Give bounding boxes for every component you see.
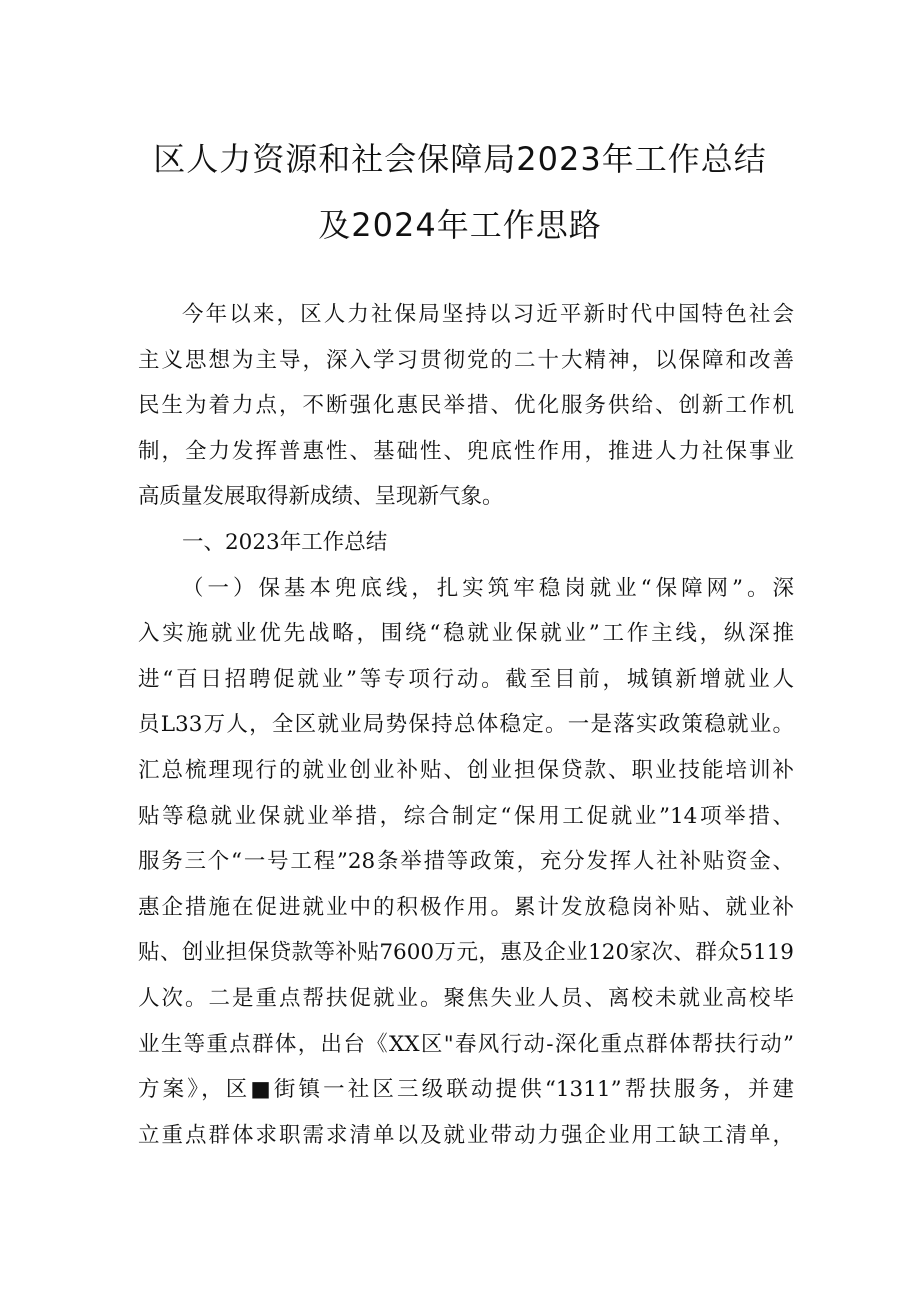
document-title-line-1: 区人力资源和社会保障局2023年工作总结	[153, 140, 767, 178]
section-heading: 一、2023年工作总结	[182, 529, 388, 555]
paragraph-line: 业生等重点群体，出台《XX区"春风行动-深化重点群体帮扶行动”	[138, 1031, 794, 1057]
paragraph-line: 主义思想为主导，深入学习贯彻党的二十大精神，以保障和改善	[138, 347, 794, 373]
paragraph-line: 民生为着力点，不断强化惠民举措、优化服务供给、创新工作机	[138, 393, 794, 419]
document-body	[138, 292, 794, 1158]
paragraph-line: 制，全力发挥普惠性、基础性、兜底性作用，推进人力社保事业	[138, 438, 794, 464]
paragraph-line: 入实施就业优先战略，围绕“稳就业保就业”工作主线，纵深推	[138, 621, 794, 647]
document-title-line-2: 及2024年工作思路	[318, 206, 602, 244]
paragraph-line: 进“百日招聘促就业”等专项行动。截至目前，城镇新增就业人	[138, 666, 794, 692]
paragraph-line: 人次。二是重点帮扶促就业。聚焦失业人员、离校未就业高校毕	[138, 985, 794, 1011]
paragraph-line: （一）保基本兜底线，扎实筑牢稳岗就业“保障网”。深	[182, 575, 794, 601]
paragraph-line: 高质量发展取得新成绩、呈现新气象。	[138, 484, 504, 510]
paragraph-line: 惠企措施在促进就业中的积极作用。累计发放稳岗补贴、就业补	[138, 894, 794, 920]
paragraph-line: 贴等稳就业保就业举措，综合制定“保用工促就业”14项举措、	[138, 803, 794, 829]
paragraph-line: 立重点群体求职需求清单以及就业带动力强企业用工缺工清单，	[138, 1122, 794, 1148]
paragraph-line: 员L33万人，全区就业局势保持总体稳定。一是落实政策稳就业。	[138, 712, 794, 738]
paragraph-line: 贴、创业担保贷款等补贴7600万元，惠及企业120家次、群众5119	[138, 940, 794, 966]
paragraph-line: 服务三个“一号工程”28条举措等政策，充分发挥人社补贴资金、	[138, 849, 794, 875]
paragraph-line: 方案》，区■街镇一社区三级联动提供“1311”帮扶服务，并建	[138, 1077, 794, 1103]
paragraph-line: 今年以来，区人力社保局坚持以习近平新时代中国特色社会	[182, 302, 794, 327]
paragraph-line: 汇总梳理现行的就业创业补贴、创业担保贷款、职业技能培训补	[138, 757, 794, 783]
